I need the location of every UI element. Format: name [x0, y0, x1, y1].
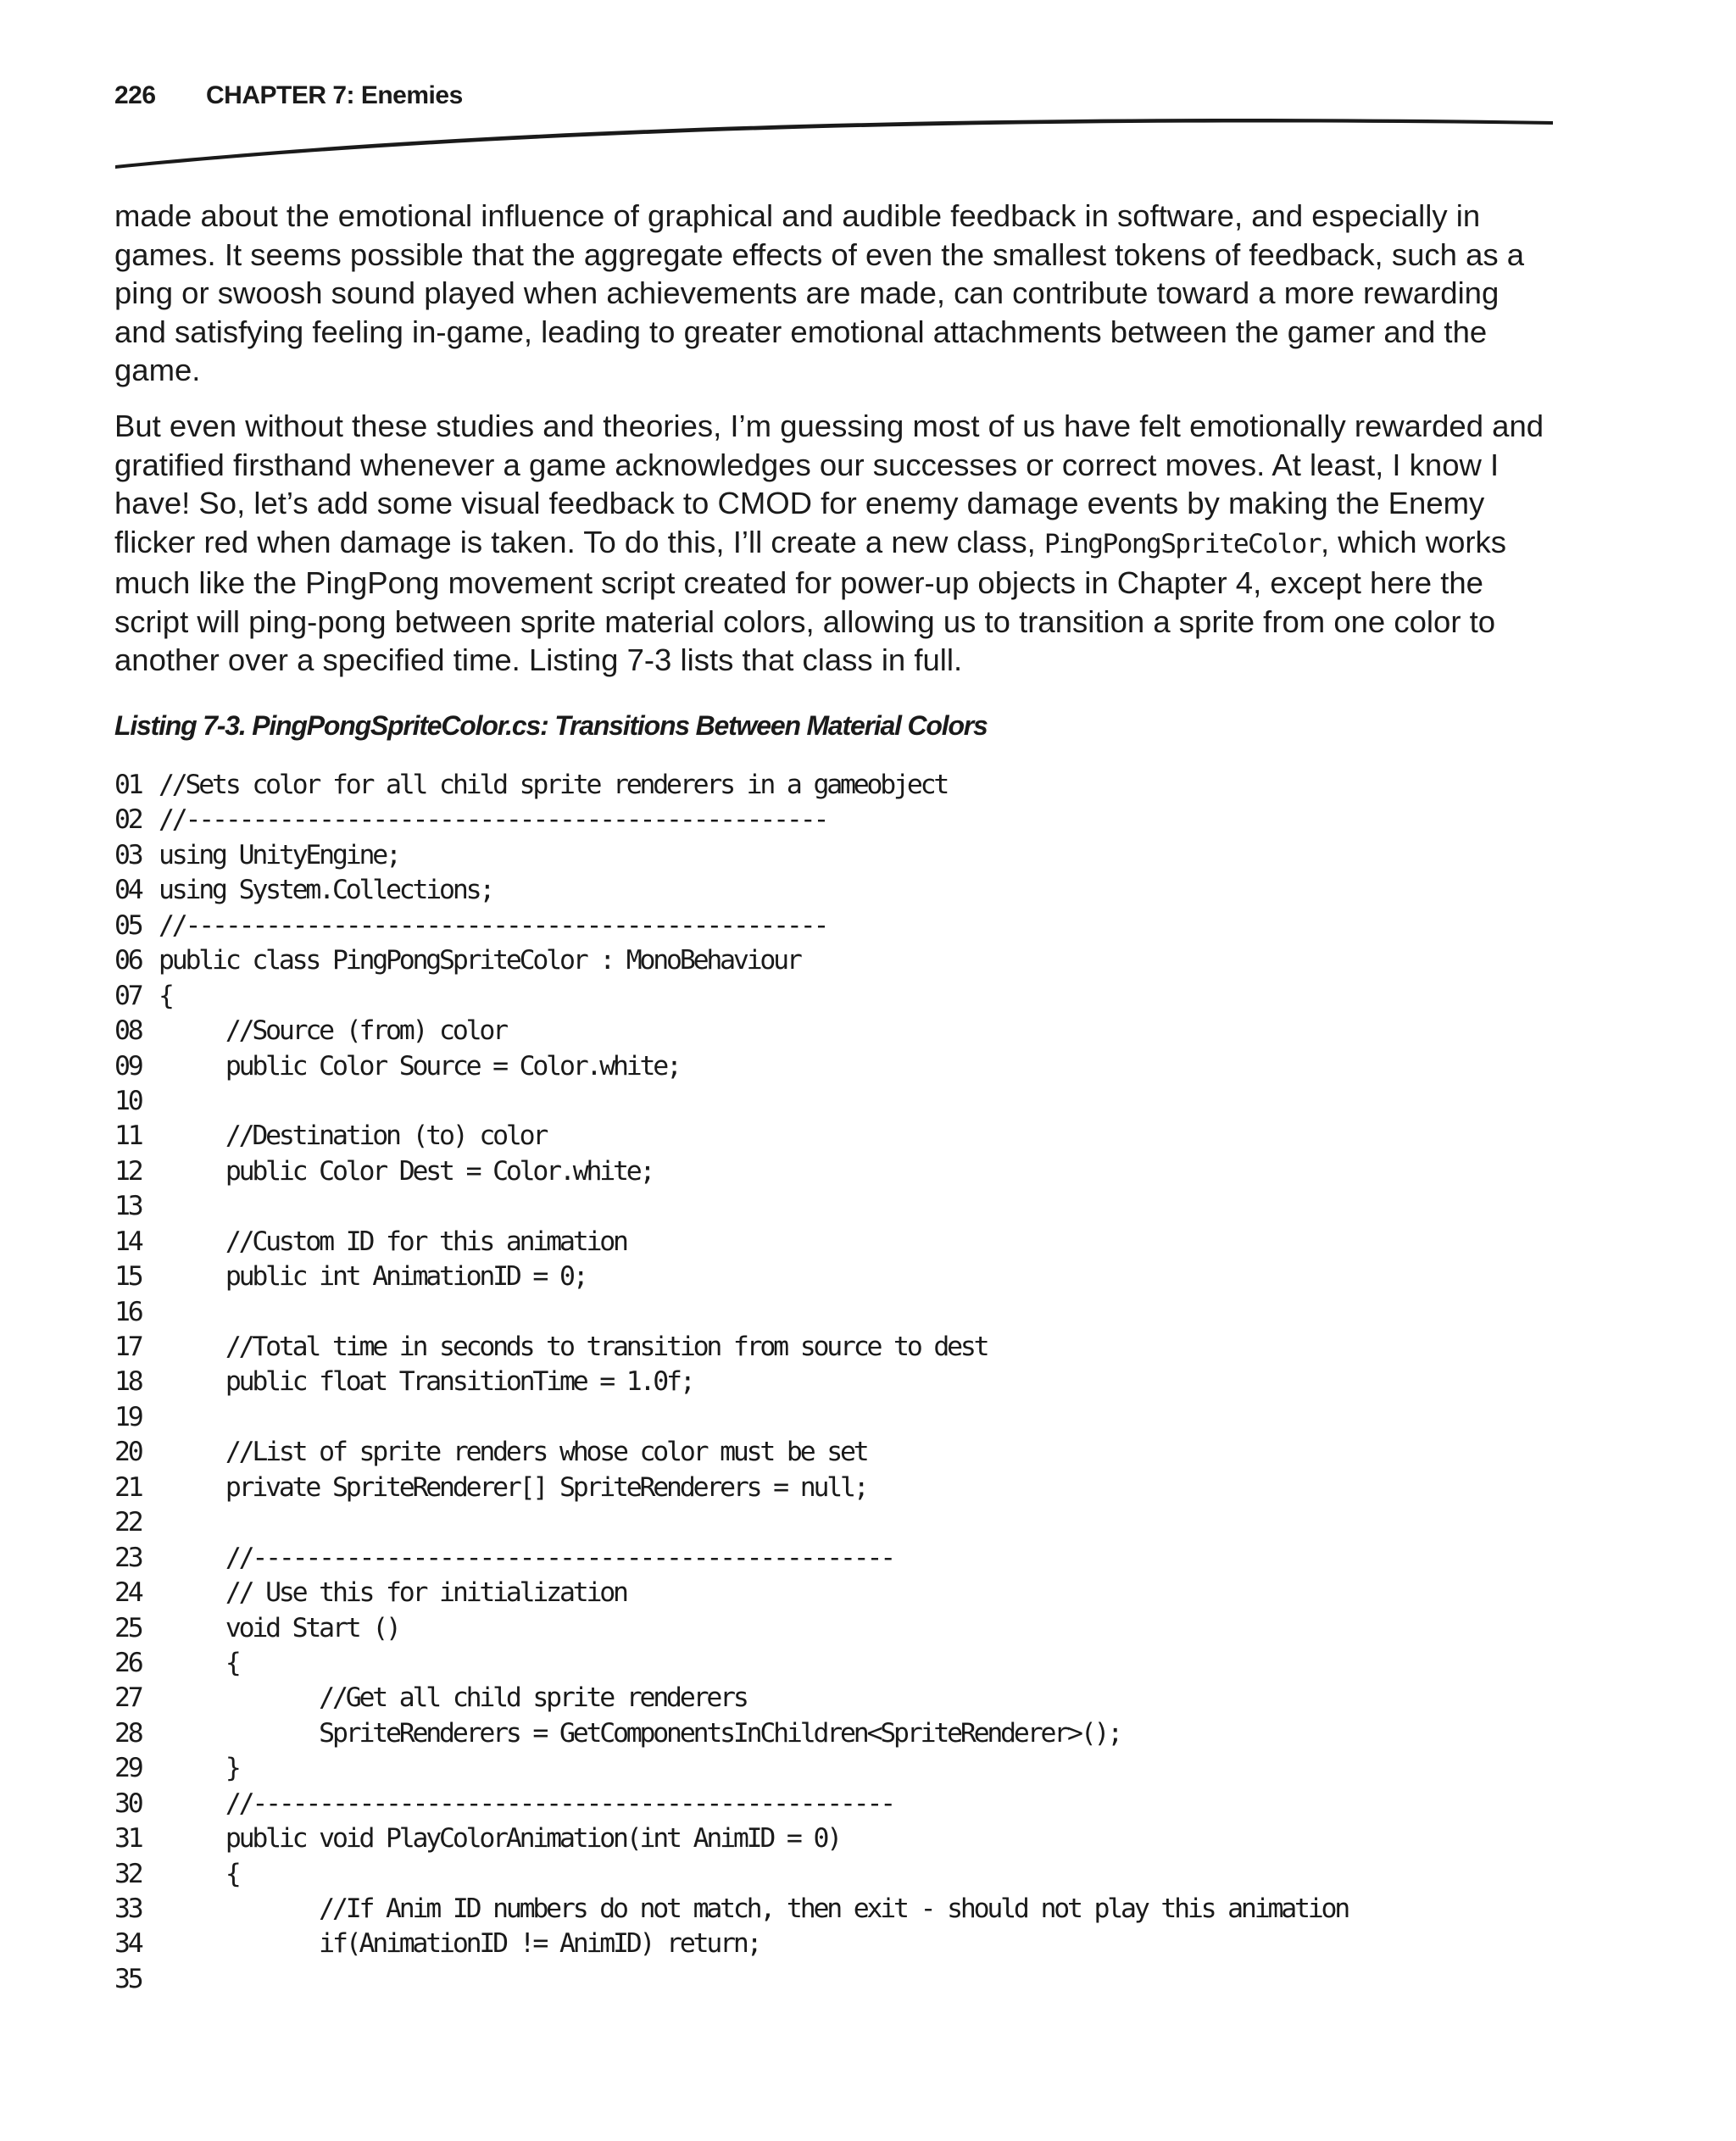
line-number: 16 — [114, 1296, 142, 1327]
code-text: } — [159, 1753, 239, 1784]
code-text: public float TransitionTime = 1.0f; — [159, 1366, 693, 1398]
code-text: //If Anim ID numbers do not match, then exit - should not play this animation — [159, 1894, 1349, 1924]
code-line — [114, 873, 1348, 908]
code-text: public Color Dest = Color.white; — [159, 1155, 654, 1187]
code-line — [114, 1435, 1348, 1470]
code-line — [114, 803, 1348, 837]
line-number: 26 — [114, 1647, 142, 1678]
line-number: 18 — [114, 1366, 142, 1398]
code-text: //Source (from) color — [159, 1015, 506, 1047]
code-line — [114, 1119, 1348, 1154]
code-text: using UnityEngine; — [159, 839, 399, 870]
line-number: 13 — [114, 1191, 142, 1222]
code-text: //Destination (to) color — [159, 1121, 547, 1152]
line-number: 29 — [114, 1753, 142, 1784]
code-text: //------------------------------------------------ — [159, 909, 827, 941]
line-number: 10 — [114, 1085, 142, 1116]
page-number: 226 — [114, 81, 156, 109]
code-line — [114, 838, 1348, 873]
code-text: //Total time in seconds to transition from source to dest — [159, 1332, 988, 1362]
line-number: 14 — [114, 1226, 142, 1257]
line-number: 06 — [114, 945, 142, 976]
line-number: 20 — [114, 1437, 142, 1468]
code-text: { — [159, 980, 172, 1011]
code-line — [114, 1681, 1348, 1716]
line-number: 04 — [114, 875, 142, 906]
line-number: 01 — [114, 770, 142, 800]
line-number: 24 — [114, 1577, 142, 1609]
line-number: 12 — [114, 1155, 142, 1187]
code-line — [114, 1821, 1348, 1856]
line-number: 35 — [114, 1963, 142, 1994]
code-line — [114, 1576, 1348, 1610]
code-listing — [114, 768, 1348, 1997]
code-text: //------------------------------------------------ — [159, 804, 827, 836]
code-line — [114, 1541, 1348, 1576]
line-number: 17 — [114, 1332, 142, 1362]
code-line — [114, 1189, 1348, 1224]
line-number: 33 — [114, 1894, 142, 1924]
code-text: //Sets color for all child sprite renderers in a gameobject — [159, 770, 948, 800]
code-line — [114, 1154, 1348, 1189]
code-line — [114, 1260, 1348, 1294]
line-number: 28 — [114, 1717, 142, 1749]
code-line — [114, 1295, 1348, 1330]
line-number: 22 — [114, 1507, 142, 1538]
code-line — [114, 1611, 1348, 1646]
body-paragraph-1: made about the emotional influence of graphical and audible feedback in software, and especially in games. It seems possible that the aggregate effects of even the smallest tokens of feedback, such as a ping or swoosh sound played when achievements are made, can contribute toward a more rewarding and satisfying feeling in-game, leading to greater emotional attachments between the gamer and the game. — [114, 198, 1525, 387]
code-line — [114, 1049, 1348, 1084]
code-line — [114, 1927, 1348, 1961]
line-number: 09 — [114, 1050, 142, 1082]
header-rule — [0, 0, 1736, 203]
code-text: //------------------------------------------------ — [159, 1788, 894, 1819]
code-text: { — [159, 1647, 239, 1678]
code-line — [114, 1330, 1348, 1365]
code-line — [114, 1787, 1348, 1821]
code-text: //Get all child sprite renderers — [159, 1682, 747, 1714]
line-number: 23 — [114, 1542, 142, 1573]
code-text: using System.Collections; — [159, 875, 493, 906]
line-number: 08 — [114, 1015, 142, 1047]
code-line — [114, 1962, 1348, 1997]
code-line — [114, 768, 1348, 803]
code-text: // Use this for initialization — [159, 1577, 626, 1609]
code-line — [114, 1716, 1348, 1751]
code-text: public Color Source = Color.white; — [159, 1050, 680, 1082]
code-line — [114, 1014, 1348, 1048]
listing-caption: Listing 7-3. PingPongSpriteColor.cs: Transitions Between Material Colors — [114, 710, 988, 741]
line-number: 34 — [114, 1928, 142, 1960]
line-number: 19 — [114, 1401, 142, 1432]
line-number: 30 — [114, 1788, 142, 1819]
paragraph-text: , which works much like the PingPong movement script created for power-up objects in Chapter 4, except here the script will ping-pong between sprite material colors, allowing us to transition a sprite from one color to another over a specified time. Listing 7-3 lists that class in full. — [114, 524, 1507, 677]
line-number: 27 — [114, 1682, 142, 1714]
code-text: { — [159, 1858, 239, 1889]
code-line — [114, 1365, 1348, 1399]
inline-code-class-name: PingPongSpriteColor — [1043, 528, 1321, 559]
body-paragraph-2 — [114, 407, 1555, 680]
line-number: 15 — [114, 1261, 142, 1293]
paragraph-text: But even without these studies and theories, I’m guessing most of us have felt emotionally rewarded and gratified firsthand whenever a game acknowledges our successes or correct moves. At least, I know I have! So, let’s add some visual feedback to CMOD for enemy damage events by making the Enemy flicker red when damage is taken. To do this, I’ll create a new class, — [114, 409, 1544, 559]
code-text: SpriteRenderers = GetComponentsInChildren<SpriteRenderer>(); — [159, 1717, 1121, 1749]
code-line — [114, 979, 1348, 1014]
code-line — [114, 1471, 1348, 1505]
code-text: public void PlayColorAnimation(int AnimID = 0) — [159, 1823, 840, 1855]
code-line — [114, 1084, 1348, 1119]
code-text: void Start () — [159, 1612, 399, 1643]
code-text: //List of sprite renders whose color must be set — [159, 1437, 867, 1468]
line-number: 21 — [114, 1471, 142, 1503]
line-number: 05 — [114, 909, 142, 941]
code-line — [114, 943, 1348, 978]
code-text: if(AnimationID != AnimID) return; — [159, 1928, 760, 1960]
code-line — [114, 1646, 1348, 1681]
line-number: 07 — [114, 980, 142, 1011]
code-line — [114, 1857, 1348, 1892]
code-line — [114, 1225, 1348, 1260]
code-line — [114, 909, 1348, 943]
chapter-title: CHAPTER 7: Enemies — [206, 81, 463, 109]
code-text: //------------------------------------------------ — [159, 1542, 894, 1573]
line-number: 31 — [114, 1823, 142, 1855]
code-line — [114, 1892, 1348, 1927]
line-number: 25 — [114, 1612, 142, 1643]
code-line — [114, 1505, 1348, 1540]
code-text: public class PingPongSpriteColor : MonoBehaviour — [159, 945, 800, 976]
code-line — [114, 1400, 1348, 1435]
code-text: private SpriteRenderer[] SpriteRenderers = null; — [159, 1471, 867, 1503]
line-number: 02 — [114, 804, 142, 836]
line-number: 32 — [114, 1858, 142, 1889]
code-line — [114, 1751, 1348, 1786]
line-number: 11 — [114, 1121, 142, 1152]
code-text: public int AnimationID = 0; — [159, 1261, 587, 1293]
line-number: 03 — [114, 839, 142, 870]
code-text: //Custom ID for this animation — [159, 1226, 626, 1257]
